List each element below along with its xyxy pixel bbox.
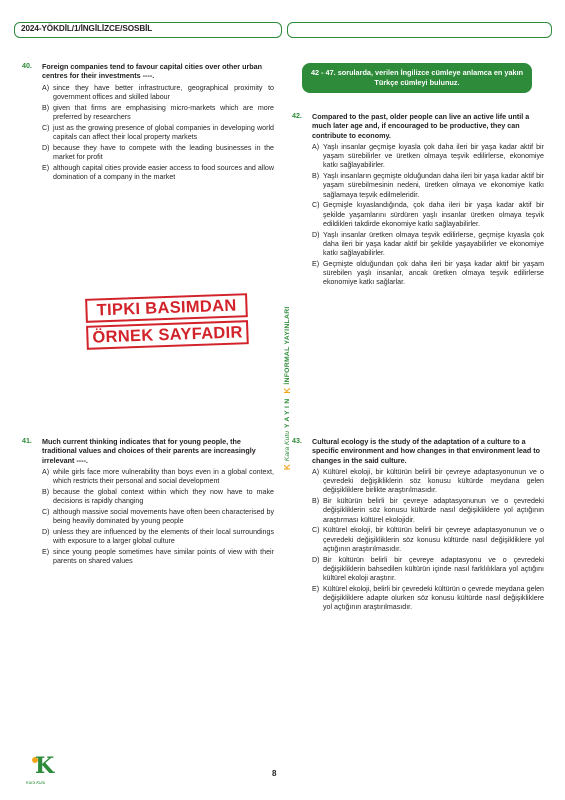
option-a[interactable]: A) Kültürel ekoloji, bir kültürün belirli bir çevreye adaptasyonunun ve o çevredeki değişikliklerin söz konusu kültürde meydana gelen değişikliklere birlikte araştırılmasıdır.: [312, 467, 544, 495]
question-43: [292, 437, 544, 614]
options-list: [42, 468, 274, 566]
option-d[interactable]: D) unless they are influenced by the elements of their local surroundings with exposure to a larger global culture: [42, 527, 274, 546]
option-b[interactable]: B) Bir kültürün belirli bir çevreye adaptasyonunun ve o çevredeki değişikliklerin söz konusu kültürde nasıl değişikliklere yol açtığının araştırması kültürel ekolojidir.: [312, 497, 544, 524]
option-a[interactable]: A) since they have better infrastructure, geographical proximity to government offices and skilled labour: [42, 83, 274, 101]
exam-title: 2024-YÖKDİL/1/İNGİLİZCE/SOSBİL: [21, 24, 153, 33]
question-number: 41.: [22, 437, 32, 445]
options-list: [312, 468, 544, 612]
option-e[interactable]: E) Geçmişte olduğundan çok daha ileri bir yaşa kadar aktif bir yaşam sürebilen yaşlı insanlar, ancak üretken olmaya teşvik edilirlerse ekonomiye katkı sağlarlar.: [312, 259, 544, 287]
header-box-right: [287, 22, 552, 38]
option-d[interactable]: D) Bir kültürün belirli bir çevreye adaptasyonu ve o çevredeki değişikliklerin bahsedilen kültürün içinde nasıl farklılıklara yol açtığını kültürel ekoloji araştırır.: [312, 555, 544, 582]
publisher-brand: Kara Kutu: [284, 430, 291, 462]
option-e[interactable]: E) Kültürel ekoloji, belirli bir çevredeki kültürün o çevrede meydana gelen değişikliklere adapte olurken söz konusu kültürde nasıl değişikliklere yol açtığının araştırılmasıdır.: [312, 584, 544, 612]
option-c[interactable]: C) although massive social movements have often been characterised by being heavily dominated by young people: [42, 507, 274, 526]
question-stem: Compared to the past, older people can live an active life until a much later age and, if encouraged to be productive, they can contribute to economy.: [312, 112, 530, 140]
question-number: 43.: [292, 437, 302, 445]
question-42: [292, 112, 544, 289]
logo-letter: K: [35, 753, 55, 779]
option-e[interactable]: E) since young people sometimes have similar points of view with their parents on shared values: [42, 547, 274, 566]
option-b[interactable]: B) because the global context within which they now have to make decisions is rapidly changing: [42, 487, 274, 506]
header-box-left: [14, 22, 282, 38]
option-b[interactable]: B) Yaşlı insanların geçmişte olduğundan daha ileri bir yaşa kadar aktif bir yaşam sürebilmesinin nedeni, üretken olmaya ve ekonomiye katkı sağlamaya teşvik edilmeleridir.: [312, 172, 544, 199]
option-c[interactable]: C) Geçmişle kıyaslandığında, çok daha ileri bir yaşa kadar aktif bir şekilde yaşamlarını sürdüren yaşlı insanlar üretken olmaya teşvik edildikleri takdirde ekonomiye katkı sağlayabilirler.: [312, 201, 544, 228]
question-number: 40.: [22, 62, 32, 70]
stamp-line-2: ÖRNEK SAYFADIR: [86, 320, 249, 350]
logo-caption: Kara Kutu: [26, 780, 46, 785]
question-stem: Much current thinking indicates that for young people, the traditional values and choices of their parents are increasingly irrelevant ----.: [42, 437, 256, 465]
option-d[interactable]: D) Yaşlı insanlar üretken olmaya teşvik edilirlerse, geçmişe kıyasla çok daha ileri bir yaşa kadar aktif bir şekilde yaşayabilirler ve ekonomiye katkı sağlayabilirler.: [312, 230, 544, 257]
question-40: [22, 62, 274, 184]
options-list: [312, 143, 544, 287]
question-stem: Foreign companies tend to favour capital cities over other urban centres for their investments ----.: [42, 62, 263, 81]
option-c[interactable]: C) just as the growing presence of global companies in developing world capitals can affect their local property markets: [42, 123, 274, 141]
option-a[interactable]: A) Yaşlı insanlar geçmişe kıyasla çok daha ileri bir yaşa kadar aktif bir yaşam sürebilirler ve üretken olmaya teşvik edilirlerse, ekonomiye katkı sağlayabilirler.: [312, 142, 544, 170]
option-a[interactable]: A) while girls face more vulnerability than boys even in a global context, which restricts their personal and social development: [42, 467, 274, 486]
option-b[interactable]: B) given that firms are emphasising micro-markets which are more preferred by researchers: [42, 103, 274, 121]
publisher-k-icon: K: [283, 464, 292, 470]
question-stem: Cultural ecology is the study of the adaptation of a culture to a specific environment and how changes in that environment lead to changes in the said culture.: [312, 437, 541, 465]
page-number: 8: [272, 769, 277, 778]
stamp-line-1: TIPKI BASIMDAN: [85, 293, 248, 323]
publisher-yayin: YAYIN: [284, 396, 291, 428]
publisher-logo: [26, 755, 62, 789]
option-e[interactable]: E) although capital cities provide easier access to food sources and allow domination of a company in the market: [42, 163, 274, 181]
question-number: 42.: [292, 112, 302, 120]
option-d[interactable]: D) because they have to compete with the leading businesses in the market for profit: [42, 143, 274, 161]
publisher-vertical-band: [283, 306, 292, 470]
options-list: [42, 84, 274, 182]
option-c[interactable]: C) Kültürel ekoloji, bir kültürün belirli bir çevreye adaptasyonunun ve o çevredeki değişikliklerin söz konusu kültürde nasıl değişikliklere yol açtığının araştırılmasıdır.: [312, 526, 544, 553]
question-41: [22, 437, 274, 568]
instruction-box: 42 - 47. sorularda, verilen İngilizce cümleye anlamca en yakın Türkçe cümleyi bulunuz.: [302, 63, 532, 93]
publisher-k-icon: K: [283, 387, 292, 394]
sample-page-stamp: [85, 293, 249, 353]
informal-label: İNFORMAL YAYINLARI: [284, 306, 291, 385]
